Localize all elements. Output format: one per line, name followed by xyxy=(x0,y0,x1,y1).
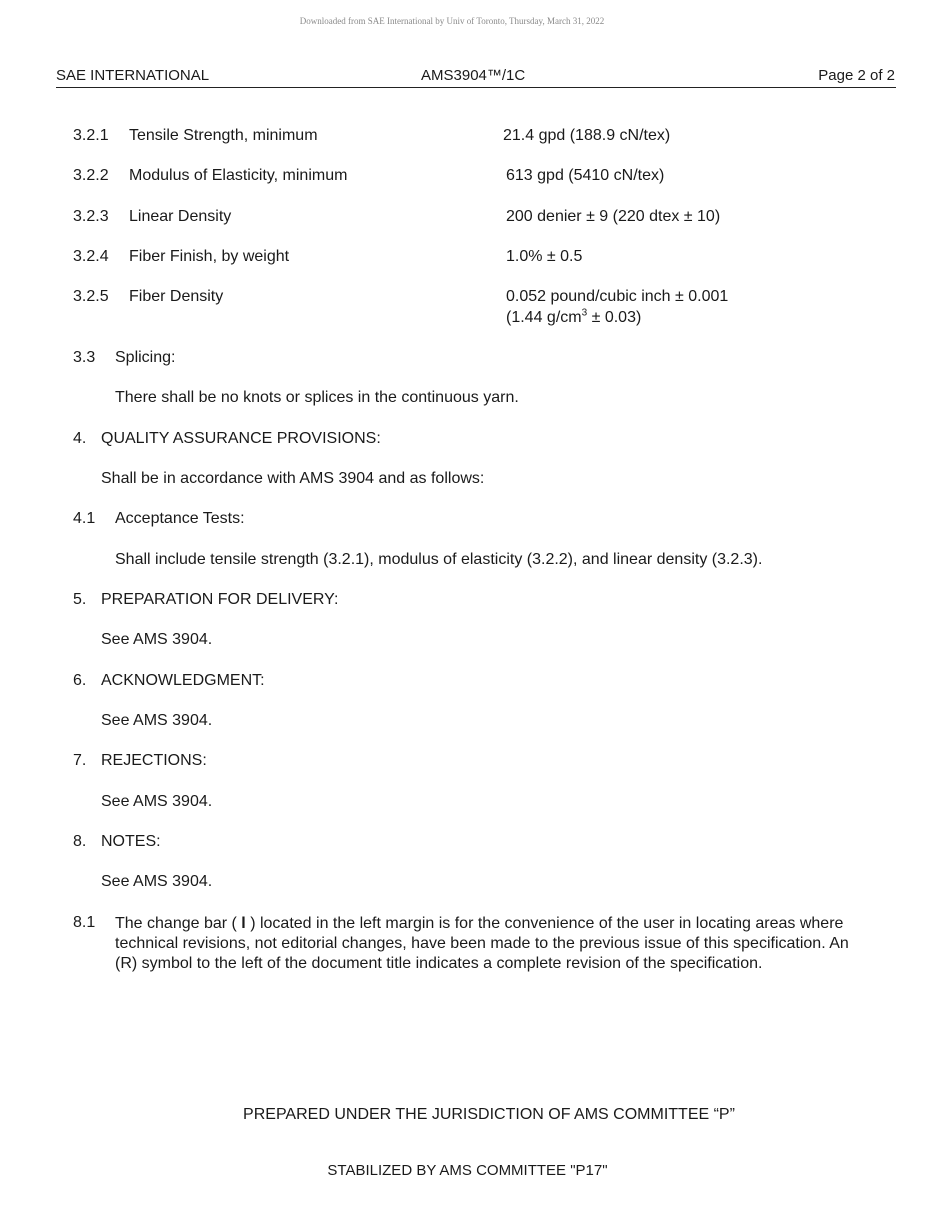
header-page-number: Page 2 of 2 xyxy=(818,67,895,84)
section-number: 6. xyxy=(73,672,87,689)
section-number: 7. xyxy=(73,752,87,769)
section-title: REJECTIONS: xyxy=(101,752,207,769)
spec-value: 21.4 gpd (188.9 cN/tex) xyxy=(503,127,671,144)
spec-label: Fiber Density xyxy=(129,288,224,305)
spec-number: 3.2.4 xyxy=(73,248,109,265)
section-number: 8. xyxy=(73,833,87,850)
header-org: SAE INTERNATIONAL xyxy=(56,67,210,84)
spec-value: 200 denier ± 9 (220 dtex ± 10) xyxy=(506,208,721,225)
section-body: See AMS 3904. xyxy=(101,631,213,648)
prepared-statement: PREPARED UNDER THE JURISDICTION OF AMS COMMITTEE “P” xyxy=(243,1106,735,1123)
spec-value: 613 gpd (5410 cN/tex) xyxy=(506,167,665,184)
download-watermark: Downloaded from SAE International by Univ of Toronto, Thursday, March 31, 2022 xyxy=(299,16,605,26)
spec-number: 3.2.2 xyxy=(73,167,109,184)
section-title: QUALITY ASSURANCE PROVISIONS: xyxy=(101,430,381,447)
section-body: There shall be no knots or splices in the continuous yarn. xyxy=(115,389,519,406)
spec-label: Tensile Strength, minimum xyxy=(129,127,318,144)
section-number: 8.1 xyxy=(73,914,96,931)
section-body: See AMS 3904. xyxy=(101,873,213,890)
section-number: 4. xyxy=(73,430,87,447)
section-title: NOTES: xyxy=(101,833,161,850)
spec-number: 3.2.1 xyxy=(73,127,109,144)
change-bar-glyph: l xyxy=(241,915,246,932)
section-number: 3.3 xyxy=(73,349,96,366)
spec-value: 1.0% ± 0.5 xyxy=(506,248,583,265)
spec-label: Fiber Finish, by weight xyxy=(129,248,290,265)
section-number: 5. xyxy=(73,591,87,608)
header-doc-id: AMS3904™/1C xyxy=(421,67,526,84)
spec-number: 3.2.3 xyxy=(73,208,109,225)
stabilized-statement: STABILIZED BY AMS COMMITTEE "P17" xyxy=(327,1162,608,1179)
spec-label: Linear Density xyxy=(129,208,232,225)
spec-value: 0.052 pound/cubic inch ± 0.001 xyxy=(506,288,729,305)
header-divider xyxy=(56,87,896,88)
section-body: See AMS 3904. xyxy=(101,712,213,729)
spec-label: Modulus of Elasticity, minimum xyxy=(129,167,348,184)
section-number: 4.1 xyxy=(73,510,96,527)
section-body: See AMS 3904. xyxy=(101,793,213,810)
section-title: Splicing: xyxy=(115,349,176,366)
section-body: Shall be in accordance with AMS 3904 and as follows: xyxy=(101,470,485,487)
section-title: Acceptance Tests: xyxy=(115,510,245,527)
change-bar-note: The change bar ( l ) located in the left margin is for the convenience of the user in locating areas where technical revisions, not editorial changes, have been made to the previous issue of this specification. An (R) symbol to the left of the document title indicates a complete revision of the specification. xyxy=(115,915,849,972)
spec-number: 3.2.5 xyxy=(73,288,109,305)
section-title: ACKNOWLEDGMENT: xyxy=(101,672,265,689)
spec-value-metric: (1.44 $g/cm^3 \pm 0.03$) xyxy=(506,307,642,326)
section-body: Shall include tensile strength (3.2.1), modulus of elasticity (3.2.2), and linear density (3.2.3). xyxy=(115,551,763,568)
section-title: PREPARATION FOR DELIVERY: xyxy=(101,591,339,608)
